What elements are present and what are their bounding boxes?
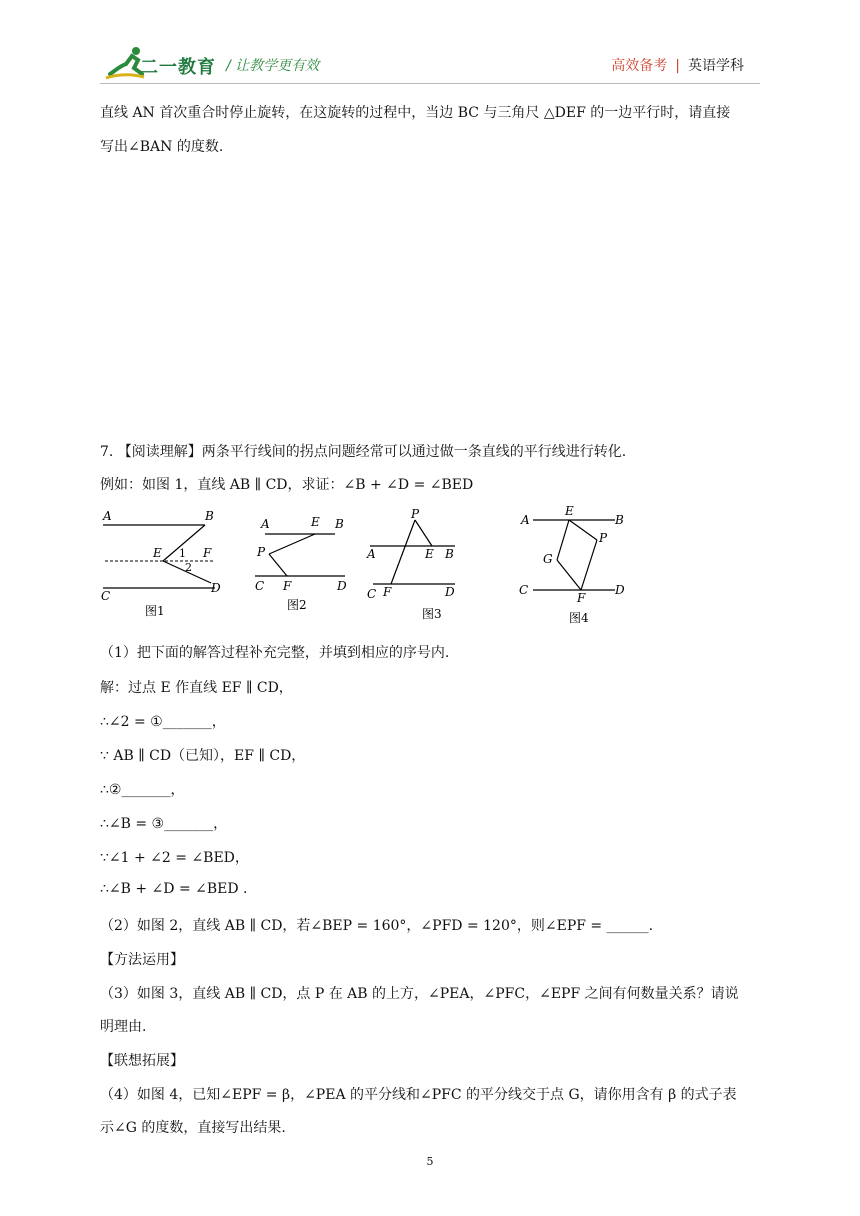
figures-row (95, 500, 655, 640)
fig4-caption: 图4 (569, 611, 589, 625)
solution-line-3: ∴②_______， (100, 782, 185, 798)
fig4-label-p: P (599, 531, 608, 545)
fig2-label-p: P (257, 545, 266, 559)
fig2-caption: 图2 (287, 598, 307, 612)
solution-line-5: ∵∠1 + ∠2 = ∠BED， (100, 850, 249, 866)
fig4-label-b: B (615, 513, 624, 527)
figure-3 (366, 507, 455, 621)
fig2-label-b: B (335, 517, 344, 531)
fig2-label-f: F (283, 579, 292, 593)
part1: （1）把下面的解答过程补充完整，并填到相应的序号内. (100, 645, 450, 661)
fig3-label-d: D (445, 585, 455, 599)
fig2-label-d: D (337, 579, 347, 593)
figure-4 (519, 504, 625, 625)
fig4-label-d: D (615, 583, 625, 597)
fig2-label-a: A (261, 517, 270, 531)
tag-right: 英语学科 (688, 58, 744, 74)
figure-2 (255, 515, 347, 612)
page-number: 5 (426, 1155, 434, 1168)
figure-1 (101, 509, 221, 618)
text-line-1: 直线 AN 首次重合时停止旋转，在这旋转的过程中，当边 BC 与三角尺 △DEF 的一边平行时，请直接 (100, 105, 731, 121)
fig3-label-f: F (383, 585, 392, 599)
solution-line-1: ∴∠2 = ①_______， (100, 714, 226, 730)
solution-line-4: ∴∠B = ③_______， (100, 816, 228, 832)
fig1-label-a: A (103, 509, 112, 523)
fig1-label-c: C (101, 589, 111, 603)
solution-line-0: 解：过点 E 作直线 EF ∥ CD， (100, 680, 293, 696)
slogan: / 让教学更有效 (226, 58, 320, 74)
fig1-label-b: B (205, 509, 214, 523)
part3-line-b: 明理由. (100, 1019, 147, 1035)
text-line-2: 写出∠BAN 的度数. (100, 139, 224, 155)
fig3-label-a: A (367, 547, 376, 561)
method-title: 【方法运用】 (100, 952, 184, 968)
fig3-caption: 图3 (422, 607, 442, 621)
fig3-label-c: C (367, 587, 377, 601)
part4-line-a: （4）如图 4，已知∠EPF = β，∠PEA 的平分线和∠PFC 的平分线交于点 G，请你用含有 β 的式子表 (100, 1087, 737, 1103)
fig1-label-f: F (203, 546, 212, 560)
solution-line-2: ∵ AB ∥ CD（已知），EF ∥ CD， (100, 748, 306, 764)
fig4-label-f: F (577, 591, 586, 605)
part2: （2）如图 2，直线 AB ∥ CD，若∠BEP = 160°，∠PFD = 120°，则∠EPF = ______. (100, 918, 654, 934)
fig4-label-c: C (519, 583, 529, 597)
q7-intro: 7. 【阅读理解】两条平行线间的拐点问题经常可以通过做一条直线的平行线进行转化. (100, 444, 627, 460)
logo-text: 二一教育 (140, 57, 216, 78)
part3-line-a: （3）如图 3，直线 AB ∥ CD，点 P 在 AB 的上方，∠PEA，∠PFC，∠EPF 之间有何数量关系？请说 (100, 986, 739, 1002)
tag-left: 高效备考 (611, 58, 668, 74)
extend-title: 【联想拓展】 (100, 1053, 184, 1069)
header-divider (100, 83, 760, 84)
fig2-label-c: C (255, 579, 265, 593)
part4-line-b: 示∠G 的度数，直接写出结果. (100, 1120, 286, 1136)
fig1-caption: 图1 (145, 604, 165, 618)
tag-separator: | (675, 58, 680, 74)
fig2-label-e: E (311, 515, 320, 529)
subject-tag (611, 55, 744, 75)
fig1-angle-2: 2 (185, 561, 192, 574)
fig4-label-e: E (565, 504, 574, 518)
fig1-label-d: D (211, 581, 221, 595)
fig3-label-b: B (445, 547, 454, 561)
fig3-label-e: E (425, 547, 434, 561)
fig4-label-a: A (521, 513, 530, 527)
q7-example: 例如：如图 1，直线 AB ∥ CD，求证：∠B + ∠D = ∠BED (100, 477, 474, 493)
fig3-label-p: P (411, 507, 420, 521)
fig1-label-e: E (153, 546, 162, 560)
page-header (0, 0, 860, 90)
fig1-angle-1: 1 (179, 547, 186, 560)
fig4-label-g: G (543, 552, 553, 566)
solution-line-6: ∴∠B + ∠D = ∠BED . (100, 881, 248, 897)
